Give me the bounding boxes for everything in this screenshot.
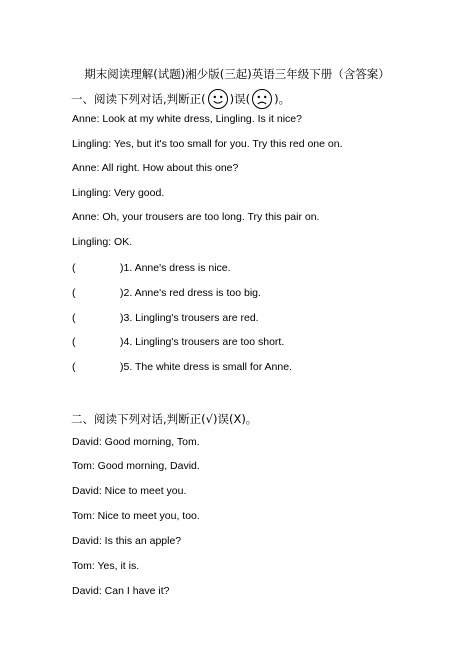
dialogue-line: David: Can I have it? xyxy=(72,585,170,597)
question-text: )2. Anne's red dress is too big. xyxy=(120,287,261,299)
dialogue-line: Anne: Look at my white dress, Lingling. Is it nice? xyxy=(72,113,302,125)
answer-blank-open: ( xyxy=(72,336,76,348)
page-title: 期末阅读理解(试题)湘少版(三起)英语三年级下册（含答案） xyxy=(84,67,390,81)
dialogue-line: Anne: Oh, your trousers are too long. Try this pair on. xyxy=(72,211,320,223)
answer-blank-open: ( xyxy=(72,262,76,274)
section1-heading-middle: )误( xyxy=(229,92,251,106)
question-text: )5. The white dress is small for Anne. xyxy=(120,361,292,373)
dialogue-line: Lingling: Very good. xyxy=(72,187,165,199)
answer-blank-open: ( xyxy=(72,287,76,299)
dialogue-line: Tom: Nice to meet you, too. xyxy=(72,510,200,522)
dialogue-line: Lingling: Yes, but it's too small for you. Try this red one on. xyxy=(72,138,343,150)
question-text: )3. Lingling's trousers are red. xyxy=(120,312,259,324)
dialogue-line: David: Is this an apple? xyxy=(72,535,182,547)
section1-heading-prefix: 一、阅读下列对话,判断正( xyxy=(71,92,206,106)
dialogue-line: Anne: All right. How about this one? xyxy=(72,162,239,174)
section2-heading: 二、阅读下列对话,判断正(√)误(X)。 xyxy=(71,412,258,426)
section1-heading-suffix: )。 xyxy=(274,92,291,106)
dialogue-line: David: Nice to meet you. xyxy=(72,485,187,497)
sad-face-icon xyxy=(251,88,273,110)
question-text: )4. Lingling's trousers are too short. xyxy=(120,336,285,348)
question-text: )1. Anne's dress is nice. xyxy=(120,262,231,274)
smiley-face-icon xyxy=(207,88,229,110)
dialogue-line: Tom: Yes, it is. xyxy=(72,560,140,572)
dialogue-line: Lingling: OK. xyxy=(72,236,133,248)
section1-heading xyxy=(71,88,290,110)
dialogue-line: David: Good morning, Tom. xyxy=(72,436,200,448)
answer-blank-open: ( xyxy=(72,361,76,373)
dialogue-line: Tom: Good morning, David. xyxy=(72,460,200,472)
answer-blank-open: ( xyxy=(72,312,76,324)
